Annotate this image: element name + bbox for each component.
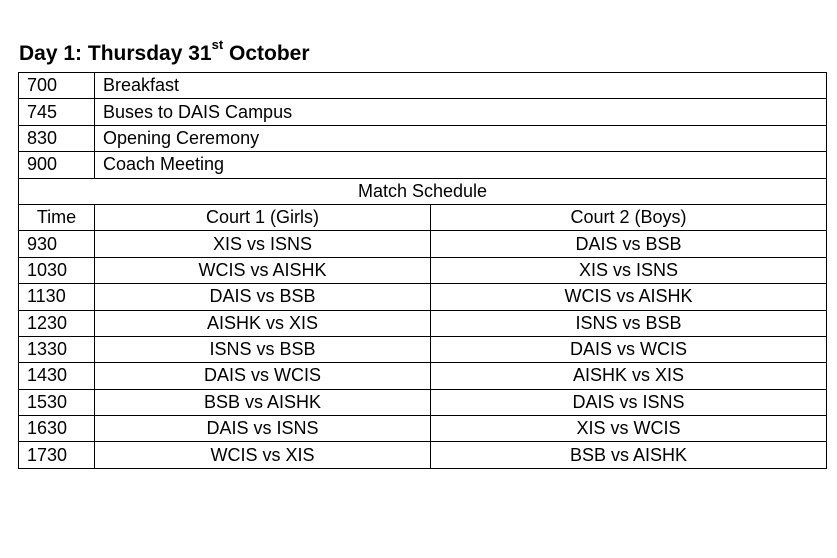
event-time: 700 xyxy=(19,73,95,99)
court1-match: XIS vs ISNS xyxy=(95,231,431,257)
event-time: 745 xyxy=(19,99,95,125)
match-time: 1230 xyxy=(19,310,95,336)
column-header-court1: Court 1 (Girls) xyxy=(95,204,431,230)
court1-match: WCIS vs AISHK xyxy=(95,257,431,283)
court2-match: BSB vs AISHK xyxy=(431,442,827,468)
court2-match: DAIS vs WCIS xyxy=(431,336,827,362)
court1-match: DAIS vs WCIS xyxy=(95,363,431,389)
match-row xyxy=(19,310,827,336)
court1-match: DAIS vs BSB xyxy=(95,284,431,310)
match-row xyxy=(19,257,827,283)
event-activity: Coach Meeting xyxy=(95,152,827,178)
match-time: 1530 xyxy=(19,389,95,415)
match-header-row xyxy=(19,204,827,230)
court2-match: WCIS vs AISHK xyxy=(431,284,827,310)
court2-match: XIS vs ISNS xyxy=(431,257,827,283)
match-time: 930 xyxy=(19,231,95,257)
court1-match: AISHK vs XIS xyxy=(95,310,431,336)
match-time: 1430 xyxy=(19,363,95,389)
match-time: 1030 xyxy=(19,257,95,283)
event-activity: Breakfast xyxy=(95,73,827,99)
match-schedule-heading: Match Schedule xyxy=(19,178,827,204)
event-row xyxy=(19,152,827,178)
event-row xyxy=(19,99,827,125)
event-row xyxy=(19,125,827,151)
match-row xyxy=(19,389,827,415)
schedule-table xyxy=(18,72,827,469)
court2-match: XIS vs WCIS xyxy=(431,416,827,442)
court1-match: DAIS vs ISNS xyxy=(95,416,431,442)
column-header-time: Time xyxy=(19,204,95,230)
match-row xyxy=(19,416,827,442)
court1-match: BSB vs AISHK xyxy=(95,389,431,415)
column-header-court2: Court 2 (Boys) xyxy=(431,204,827,230)
court2-match: DAIS vs BSB xyxy=(431,231,827,257)
event-time: 900 xyxy=(19,152,95,178)
title-prefix: Day 1: Thursday 31 xyxy=(19,42,212,65)
match-row xyxy=(19,284,827,310)
match-row xyxy=(19,363,827,389)
page-title xyxy=(19,37,310,68)
event-activity: Buses to DAIS Campus xyxy=(95,99,827,125)
court2-match: DAIS vs ISNS xyxy=(431,389,827,415)
match-row xyxy=(19,231,827,257)
title-superscript: st xyxy=(211,37,224,52)
match-time: 1330 xyxy=(19,336,95,362)
court1-match: WCIS vs XIS xyxy=(95,442,431,468)
match-time: 1130 xyxy=(19,284,95,310)
event-row xyxy=(19,73,827,99)
court1-match: ISNS vs BSB xyxy=(95,336,431,362)
match-time: 1630 xyxy=(19,416,95,442)
court2-match: ISNS vs BSB xyxy=(431,310,827,336)
event-time: 830 xyxy=(19,125,95,151)
match-row xyxy=(19,442,827,468)
match-row xyxy=(19,336,827,362)
court2-match: AISHK vs XIS xyxy=(431,363,827,389)
match-schedule-heading-row xyxy=(19,178,827,204)
event-activity: Opening Ceremony xyxy=(95,125,827,151)
match-time: 1730 xyxy=(19,442,95,468)
title-suffix: October xyxy=(223,42,310,65)
